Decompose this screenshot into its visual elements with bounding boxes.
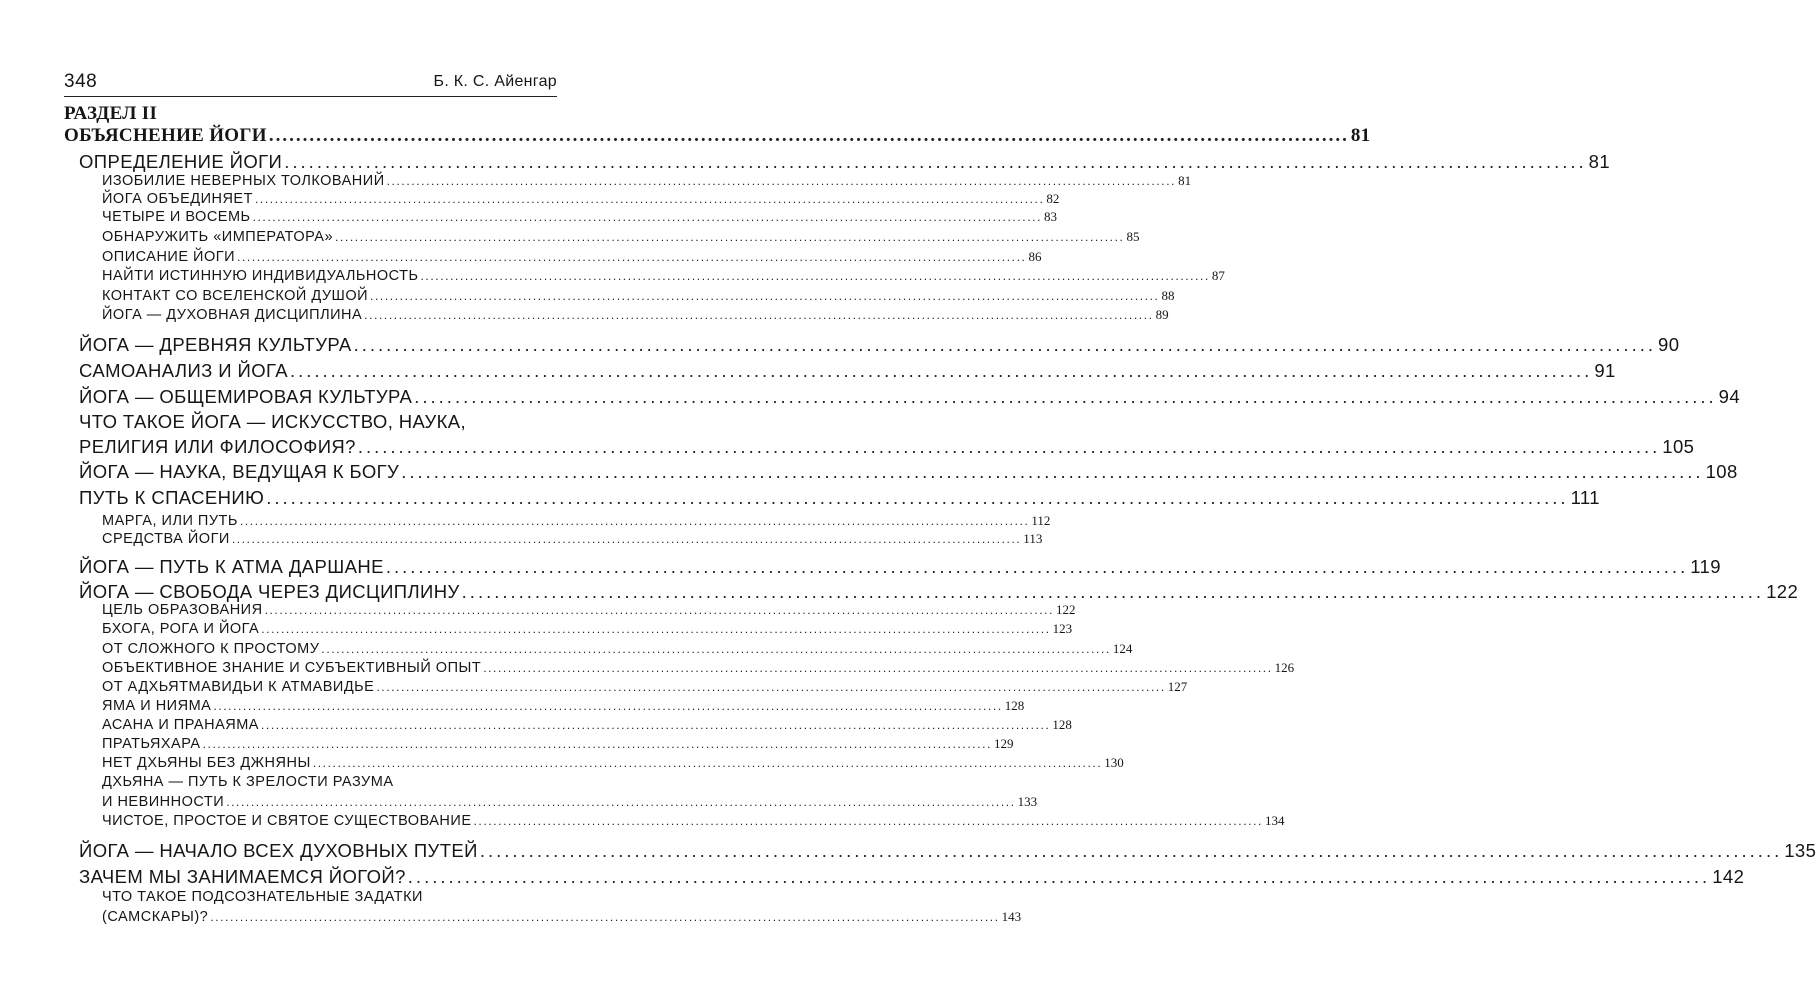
toc-entry[interactable] [102,531,1043,547]
toc-entry-title: ЦЕЛЬ ОБРАЗОВАНИЯ [102,602,263,618]
dot-leader: ................................................................................................................................................................ [364,308,1154,322]
toc-entry[interactable] [102,288,1175,304]
toc-page-number: 86 [1028,249,1042,264]
toc-page-number: 88 [1161,288,1175,303]
dot-leader: ................................................................................................................................................................ [385,556,1689,577]
toc-page-number: 81 [1178,173,1192,188]
toc-entry[interactable] [102,794,1038,810]
dot-leader: ................................................................................................................................................................ [461,581,1765,602]
dot-leader: ................................................................................................................................................................ [210,910,1000,924]
toc-page-number: 124 [1112,641,1133,656]
toc-entry-title: ОБЪЕКТИВНОЕ ЗНАНИЕ И СУБЪЕКТИВНЫЙ ОПЫТ [102,660,482,676]
toc-entry-title: ИЗОБИЛИЕ НЕВЕРНЫХ ТОЛКОВАНИЙ [102,173,385,189]
toc-entry-title: ЙОГА — ОБЩЕМИРОВАЯ КУЛЬТУРА [79,386,413,407]
toc-page-number: 113 [1023,531,1043,546]
toc-entry[interactable] [102,909,1022,925]
toc-page-number: 142 [1712,866,1745,887]
toc-entry-title: ЙОГА — СВОБОДА ЧЕРЕЗ ДИСЦИПЛИНУ [79,581,460,602]
toc-entry-title: ЧИСТОЕ, ПРОСТОЕ И СВЯТОЕ СУЩЕСТВОВАНИЕ [102,813,472,829]
toc-entry[interactable] [79,581,1799,603]
toc-entry[interactable] [102,249,1042,265]
dot-leader: ................................................................................................................................................................ [284,151,1587,172]
toc-page-number: 134 [1264,813,1285,828]
toc-entry-title: ЙОГА — ДРЕВНЯЯ КУЛЬТУРА [79,334,352,355]
toc-entry[interactable] [102,602,1076,618]
toc-entry-title: ОПИСАНИЕ ЙОГИ [102,249,236,265]
toc-page-number: 85 [1126,229,1140,244]
toc-page-number: 122 [1766,581,1799,602]
dot-leader: ................................................................................................................................................................ [414,386,1717,407]
toc-entry[interactable] [79,151,1611,173]
dot-leader: ................................................................................................................................................................ [260,718,1051,732]
toc-entry[interactable] [102,621,1073,637]
toc-entry-title: ОБЪЯСНЕНИЕ ЙОГИ [64,125,267,146]
toc-entry-title: АСАНА И ПРАНАЯМА [102,717,259,733]
toc-entry-title: РЕЛИГИЯ ИЛИ ФИЛОСОФИЯ? [79,436,356,457]
toc-entry[interactable] [79,487,1600,509]
toc-entry-title: (САМСКАРЫ)? [102,909,209,925]
toc-entry-title: ЙОГА ОБЪЕДИНЯЕТ [102,191,253,207]
toc-entry-title-line: ДХЬЯНА — ПУТЬ К ЗРЕЛОСТИ РАЗУМА [102,774,394,790]
dot-leader: ................................................................................................................................................................ [483,661,1273,675]
toc-page-number: 105 [1662,436,1695,457]
dot-leader: ................................................................................................................................................................ [473,814,1263,828]
toc-entry-title: ЙОГА — ПУТЬ К АТМА ДАРШАНЕ [79,556,384,577]
toc-entry-title: ОБНАРУЖИТЬ «ИМПЕРАТОРА» [102,229,334,245]
dot-leader: ................................................................................................................................................................ [370,289,1160,303]
dot-leader: ................................................................................................................................................................ [386,174,1177,188]
toc-entry[interactable] [102,191,1060,207]
toc-entry[interactable] [102,679,1188,695]
dot-leader: ................................................................................................................................................................ [357,436,1661,457]
dot-leader: ................................................................................................................................................................ [237,250,1027,264]
toc-entry[interactable] [102,755,1124,771]
toc-entry-title: НАЙТИ ИСТИННУЮ ИНДИВИДУАЛЬНОСТЬ [102,268,419,284]
toc-entry[interactable] [79,436,1695,458]
toc-entry-title: СРЕДСТВА ЙОГИ [102,531,230,547]
toc-entry-title: ЙОГА — ДУХОВНАЯ ДИСЦИПЛИНА [102,307,363,323]
toc-page-number: 128 [1052,717,1072,732]
toc-page-number: 122 [1056,602,1076,617]
toc-entry-title-line: ЧТО ТАКОЕ ЙОГА — ИСКУССТВО, НАУКА, [79,411,467,432]
toc-entry-title: ЙОГА — НАУКА, ВЕДУЩАЯ К БОГУ [79,461,400,482]
toc-entry[interactable] [79,866,1745,888]
toc-page-number: 126 [1274,660,1295,675]
section-title: РАЗДЕЛ II [64,103,158,124]
dot-leader: ................................................................................................................................................................ [376,680,1166,694]
toc-entry[interactable] [102,641,1133,657]
toc-entry-title: ЧЕТЫРЕ И ВОСЕМЬ [102,209,251,225]
page-number: 348 [64,71,98,92]
dot-leader: ................................................................................................................................................................ [312,756,1103,770]
toc-entry-title: ОТ АДХЬЯТМАВИДЬИ К АТМАВИДЬЕ [102,679,375,695]
dot-leader: ................................................................................................................................................................ [420,269,1210,283]
dot-leader: ................................................................................................................................................................ [231,532,1022,546]
toc-entry-title-line: ЧТО ТАКОЕ ПОДСОЗНАТЕЛЬНЫЕ ЗАДАТКИ [102,889,423,905]
dot-leader: ................................................................................................................................................................ [239,514,1030,528]
toc-entry-title: САМОАНАЛИЗ И ЙОГА [79,360,288,381]
toc-page-number: 94 [1718,386,1741,407]
toc-page-number: 82 [1046,191,1060,206]
dot-leader: ................................................................................................................................................................ [479,840,1783,861]
toc-entry[interactable] [79,334,1680,356]
toc-entry[interactable] [102,229,1140,245]
toc-entry-title: ОТ СЛОЖНОГО К ПРОСТОМУ [102,641,320,657]
dot-leader: ................................................................................................................................................................ [289,360,1593,381]
toc-entry-title: МАРГА, ИЛИ ПУТЬ [102,513,238,529]
toc-entry[interactable] [102,717,1072,733]
toc-entry[interactable] [79,461,1738,483]
toc-page-number: 123 [1052,621,1073,636]
toc-entry-title: ПРАТЬЯХАРА [102,736,201,752]
toc-page-number: 81 [1350,125,1371,146]
toc-entry[interactable] [102,307,1169,323]
toc-entry[interactable] [102,813,1285,829]
toc-page-number: 127 [1167,679,1188,694]
toc-entry[interactable] [102,698,1025,714]
toc-page-number: 128 [1004,698,1025,713]
toc-entry-title: ЗАЧЕМ МЫ ЗАНИМАЕМСЯ ЙОГОЙ? [79,866,406,887]
toc-page-number: 83 [1044,209,1057,224]
toc-page-number: 87 [1211,268,1225,283]
toc-page-number: 90 [1658,334,1680,355]
toc-entry-title: ЙОГА — НАЧАЛО ВСЕХ ДУХОВНЫХ ПУТЕЙ [79,840,478,861]
toc-entry[interactable] [79,840,1816,862]
toc-entry-title: ПУТЬ К СПАСЕНИЮ [79,487,265,508]
toc-entry[interactable] [102,173,1192,189]
toc-entry[interactable] [64,125,1371,147]
dot-leader: ................................................................................................................................................................ [254,192,1045,206]
toc-page-number: 133 [1017,794,1038,809]
toc-entry-title: БХОГА, РОГА И ЙОГА [102,621,260,637]
dot-leader: ................................................................................................................................................................ [213,699,1003,713]
toc-page-number: 119 [1690,556,1721,577]
dot-leader: ................................................................................................................................................................ [353,334,1656,355]
dot-leader: ................................................................................................................................................................ [261,622,1051,636]
toc-page-number: 143 [1001,909,1022,924]
toc-entry-title: ЯМА И НИЯМА [102,698,212,714]
dot-leader: ................................................................................................................................................................ [407,866,1711,887]
toc-page-number: 112 [1031,513,1051,528]
toc-entry[interactable] [102,736,1014,752]
dot-leader: ................................................................................................................................................................ [202,737,993,751]
toc-page-number: 89 [1155,307,1169,322]
dot-leader: ................................................................................................................................................................ [264,603,1054,617]
toc-page-number: 81 [1588,151,1611,172]
toc-entry-title: ОПРЕДЕЛЕНИЕ ЙОГИ [79,151,283,172]
toc-page-number: 130 [1104,755,1124,770]
toc-entry[interactable] [79,386,1741,408]
dot-leader: ................................................................................................................................................................ [401,461,1704,482]
dot-leader: ................................................................................................................................................................ [252,210,1042,224]
toc-entry[interactable] [102,209,1057,225]
dot-leader: ................................................................................................................................................................ [226,795,1016,809]
dot-leader: ................................................................................................................................................................ [321,642,1111,656]
toc-page-number: 129 [994,736,1014,751]
toc-entry[interactable] [102,513,1051,529]
toc-entry[interactable] [102,660,1295,676]
toc-page-number: 111 [1570,487,1600,508]
toc-page-number: 91 [1594,360,1616,381]
dot-leader: ................................................................................................................................................................ [268,125,1349,146]
toc-entry[interactable] [102,268,1225,284]
running-head-author: Б. К. С. Айенгар [433,73,557,90]
toc-entry-title: И НЕВИННОСТИ [102,794,225,810]
toc-entry[interactable] [79,556,1721,578]
toc-page-number: 108 [1705,461,1738,482]
toc-page-number: 135 [1784,840,1816,861]
dot-leader: ................................................................................................................................................................ [266,487,1569,508]
toc-entry-title: НЕТ ДХЬЯНЫ БЕЗ ДЖНЯНЫ [102,755,311,771]
dot-leader: ................................................................................................................................................................ [335,230,1125,244]
toc-entry-title: КОНТАКТ СО ВСЕЛЕНСКОЙ ДУШОЙ [102,288,369,304]
toc-entry[interactable] [79,360,1616,382]
